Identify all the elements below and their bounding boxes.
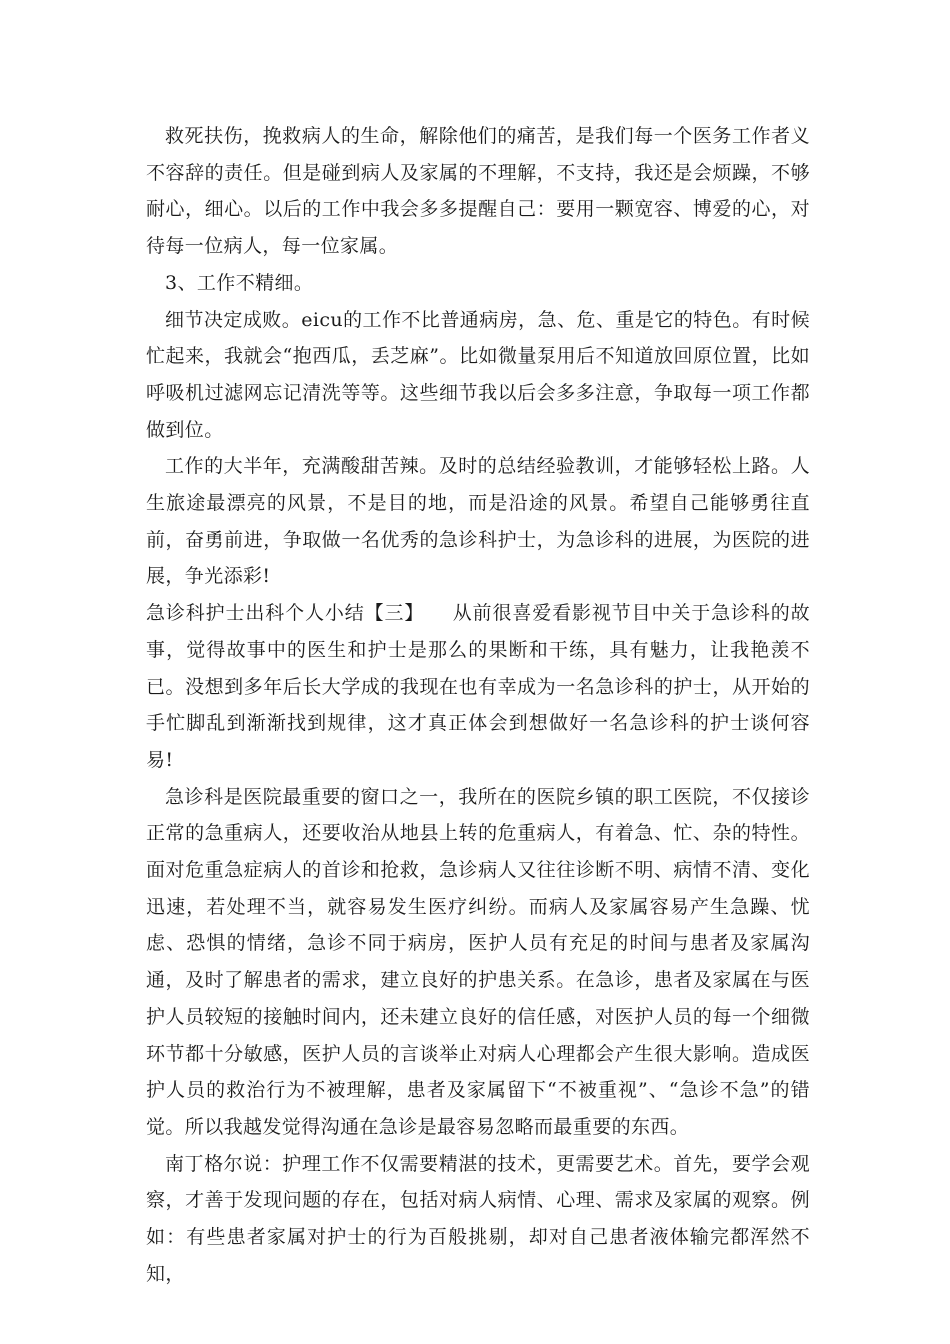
section-paragraph	[146, 595, 810, 779]
paragraph-2: 细节决定成败。eicu的工作不比普通病房，急、危、重是它的特色。有时候忙起来，我就会“抱西瓜，丢芝麻”。比如微量泵用后不知道放回原位置，比如呼吸机过滤网忘记清洗等等。这些细节我以后会多多注意，争取每一项工作都做到位。	[146, 308, 810, 441]
list-item-3: 3、工作不精细。	[165, 271, 314, 294]
section-heading: 急诊科护士出科个人小结【三】	[146, 602, 425, 625]
paragraph-1: 救死扶伤，挽救病人的生命，解除他们的痛苦，是我们每一个医务工作者义不容辞的责任。但是碰到病人及家属的不理解，不支持，我还是会烦躁，不够耐心，细心。以后的工作中我会多多提醒自己：要用一颗宽容、博爱的心，对待每一位病人，每一位家属。	[146, 125, 810, 258]
paragraph-5: 南丁格尔说：护理工作不仅需要精湛的技术，更需要艺术。首先，要学会观察，才善于发现问题的存在，包括对病人病情、心理、需求及家属的观察。例如：有些患者家属对护士的行为百般挑剔，却对自己患者液体输完都浑然不知，	[146, 1152, 810, 1285]
paragraph-3: 工作的大半年，充满酸甜苦辣。及时的总结经验教训，才能够轻松上路。人生旅途最漂亮的风景，不是目的地，而是沿途的风景。希望自己能够勇往直前，奋勇前进，争取做一名优秀的急诊科护士，为急诊科的进展，为医院的进展，争光添彩!	[146, 455, 810, 588]
document-page	[146, 118, 810, 1293]
paragraph-4: 急诊科是医院最重要的窗口之一，我所在的医院乡镇的职工医院，不仅接诊正常的急重病人，还要收治从地县上转的危重病人，有着急、忙、杂的特性。面对危重急症病人的首诊和抢救，急诊病人又往往诊断不明、病情不清、变化迅速，若处理不当，就容易发生医疗纠纷。而病人及家属容易产生急躁、忧虑、恐惧的情绪，急诊不同于病房，医护人员有充足的时间与患者及家属沟通，及时了解患者的需求，建立良好的护患关系。在急诊，患者及家属在与医护人员较短的接触时间内，还未建立良好的信任感，对医护人员的每一个细微环节都十分敏感，医护人员的言谈举止对病人心理都会产生很大影响。造成医护人员的救治行为不被理解，患者及家属留下“不被重视”、“急诊不急”的错觉。所以我越发觉得沟通在急诊是最容易忽略而最重要的东西。	[146, 785, 810, 1138]
section-first-paragraph: 从前很喜爱看影视节目中关于急诊科的故事，觉得故事中的医生和护士是那么的果断和干练，具有魅力，让我艳羡不已。没想到多年后长大学成的我现在也有幸成为一名急诊科的护士，从开始的手忙脚乱到渐渐找到规律，这才真正体会到想做好一名急诊科的护士谈何容易!	[146, 602, 810, 771]
